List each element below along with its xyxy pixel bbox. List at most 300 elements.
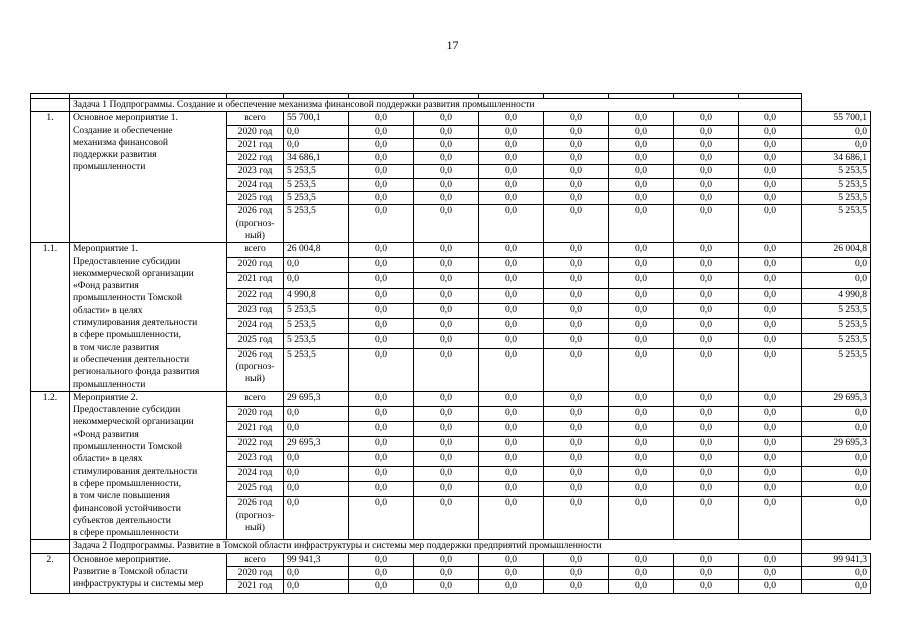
value-cell: 0,0 xyxy=(544,333,609,348)
value-cell: 5 253,5 xyxy=(284,178,349,191)
year-cell: 2025 год xyxy=(227,482,284,497)
value-cell: 0,0 xyxy=(739,303,802,318)
value-cell: 0,0 xyxy=(479,178,544,191)
value-cell: 0,0 xyxy=(284,273,349,288)
value-cell: 0,0 xyxy=(802,497,871,540)
year-cell: 2020 год xyxy=(227,566,284,579)
year-cell: 2024 год xyxy=(227,318,284,333)
measure-name-line: Основное мероприятие. xyxy=(73,553,171,565)
value-cell: 0,0 xyxy=(674,303,739,318)
value-cell: 0,0 xyxy=(349,406,414,421)
value-cell: 29 695,3 xyxy=(284,391,349,406)
value-cell: 0,0 xyxy=(414,437,479,452)
value-cell: 0,0 xyxy=(739,125,802,138)
value-cell: 0,0 xyxy=(349,553,414,566)
year-cell: 2021 год xyxy=(227,273,284,288)
measure-name-line: Основное мероприятие 1. xyxy=(73,112,178,124)
measure-name-line: «Фонд развития xyxy=(73,280,139,292)
measure-name-line: Мероприятие 1. xyxy=(73,243,138,255)
value-cell: 0,0 xyxy=(739,333,802,348)
value-cell: 0,0 xyxy=(479,273,544,288)
value-cell: 0,0 xyxy=(349,580,414,593)
value-cell: 0,0 xyxy=(802,273,871,288)
value-cell: 0,0 xyxy=(349,165,414,178)
measure-name-line: Предоставление субсидии xyxy=(73,404,181,416)
value-cell: 0,0 xyxy=(739,152,802,165)
value-cell: 5 253,5 xyxy=(284,192,349,205)
value-cell: 0,0 xyxy=(609,178,674,191)
measure-name-line: области» в целях xyxy=(73,453,143,465)
task-title: Задача 1 Подпрограммы. Создание и обеспечение механизма финансовой поддержки развития промышленности xyxy=(70,99,802,112)
value-cell: 0,0 xyxy=(349,482,414,497)
value-cell: 0,0 xyxy=(414,566,479,579)
value-cell: 0,0 xyxy=(349,437,414,452)
value-cell: 0,0 xyxy=(479,205,544,243)
value-cell: 0,0 xyxy=(414,273,479,288)
value-cell: 0,0 xyxy=(674,437,739,452)
value-cell: 0,0 xyxy=(544,165,609,178)
value-cell: 0,0 xyxy=(674,482,739,497)
value-cell: 0,0 xyxy=(609,125,674,138)
value-cell: 0,0 xyxy=(479,497,544,540)
measure-name-line: в сфере промышленности, xyxy=(73,477,182,489)
value-cell: 0,0 xyxy=(674,391,739,406)
year-cell: 2022 год xyxy=(227,152,284,165)
year-cell: 2021 год xyxy=(227,421,284,436)
value-cell: 0,0 xyxy=(802,125,871,138)
measure-name-line: области» в целях xyxy=(73,304,143,316)
value-cell: 0,0 xyxy=(802,580,871,593)
value-cell: 55 700,1 xyxy=(802,112,871,125)
measure-name-line: стимулирования деятельности xyxy=(73,465,198,477)
measure-name-line: регионального фонда развития xyxy=(73,366,200,378)
row-number: 1.1. xyxy=(31,243,70,392)
value-cell: 0,0 xyxy=(414,482,479,497)
value-cell: 0,0 xyxy=(739,406,802,421)
value-cell: 0,0 xyxy=(349,452,414,467)
table-row xyxy=(31,553,871,566)
measure-name-line: некоммерческой организации xyxy=(73,416,194,428)
value-cell: 0,0 xyxy=(739,205,802,243)
value-cell: 0,0 xyxy=(479,482,544,497)
year-cell: 2025 год xyxy=(227,333,284,348)
value-cell: 0,0 xyxy=(414,243,479,258)
value-cell: 5 253,5 xyxy=(284,348,349,391)
value-cell: 0,0 xyxy=(544,348,609,391)
value-cell: 0,0 xyxy=(609,318,674,333)
year-cell: 2023 год xyxy=(227,452,284,467)
measure-name xyxy=(70,553,227,593)
value-cell: 0,0 xyxy=(414,497,479,540)
value-cell: 0,0 xyxy=(544,192,609,205)
value-cell: 0,0 xyxy=(414,125,479,138)
value-cell: 0,0 xyxy=(674,152,739,165)
value-cell: 0,0 xyxy=(349,333,414,348)
value-cell: 0,0 xyxy=(609,258,674,273)
year-cell: 2024 год xyxy=(227,178,284,191)
value-cell: 0,0 xyxy=(414,138,479,151)
value-cell: 0,0 xyxy=(284,497,349,540)
task-number-cell xyxy=(31,99,70,112)
table-row xyxy=(31,391,871,406)
value-cell: 0,0 xyxy=(479,318,544,333)
row-number: 2. xyxy=(31,553,70,593)
value-cell: 0,0 xyxy=(479,421,544,436)
measure-name xyxy=(70,243,227,392)
value-cell: 0,0 xyxy=(414,467,479,482)
value-cell: 5 253,5 xyxy=(284,165,349,178)
value-cell: 0,0 xyxy=(479,152,544,165)
value-cell: 0,0 xyxy=(544,452,609,467)
value-cell: 0,0 xyxy=(739,467,802,482)
value-cell: 5 253,5 xyxy=(802,318,871,333)
value-cell: 0,0 xyxy=(802,258,871,273)
value-cell: 0,0 xyxy=(414,258,479,273)
value-cell: 0,0 xyxy=(674,258,739,273)
year-cell: 2021 год xyxy=(227,580,284,593)
value-cell: 0,0 xyxy=(349,421,414,436)
value-cell: 0,0 xyxy=(739,112,802,125)
value-cell: 0,0 xyxy=(544,258,609,273)
value-cell: 0,0 xyxy=(609,138,674,151)
value-cell: 0,0 xyxy=(479,467,544,482)
value-cell: 0,0 xyxy=(674,178,739,191)
value-cell: 5 253,5 xyxy=(802,303,871,318)
value-cell: 0,0 xyxy=(674,566,739,579)
year-cell: 2024 год xyxy=(227,467,284,482)
value-cell: 0,0 xyxy=(349,152,414,165)
value-cell: 5 253,5 xyxy=(284,303,349,318)
value-cell: 5 253,5 xyxy=(284,333,349,348)
value-cell: 0,0 xyxy=(802,421,871,436)
value-cell: 0,0 xyxy=(479,288,544,303)
measure-name-line: промышленности xyxy=(73,161,146,173)
value-cell: 0,0 xyxy=(739,348,802,391)
value-cell: 0,0 xyxy=(544,437,609,452)
value-cell: 0,0 xyxy=(414,303,479,318)
measure-name-line: промышленности Томской xyxy=(73,441,182,453)
measure-name-line: финансовой устойчивости xyxy=(73,502,181,514)
value-cell: 0,0 xyxy=(739,318,802,333)
year-cell: 2022 год xyxy=(227,437,284,452)
value-cell: 0,0 xyxy=(609,152,674,165)
value-cell: 5 253,5 xyxy=(802,165,871,178)
value-cell: 0,0 xyxy=(414,391,479,406)
value-cell: 0,0 xyxy=(674,348,739,391)
value-cell: 4 990,8 xyxy=(284,288,349,303)
value-cell: 0,0 xyxy=(674,205,739,243)
value-cell: 55 700,1 xyxy=(284,112,349,125)
value-cell: 0,0 xyxy=(349,566,414,579)
budget-table xyxy=(30,93,871,594)
value-cell: 0,0 xyxy=(479,437,544,452)
value-cell: 0,0 xyxy=(414,165,479,178)
value-cell: 0,0 xyxy=(674,452,739,467)
value-cell: 0,0 xyxy=(802,138,871,151)
year-cell: всего xyxy=(227,112,284,125)
value-cell: 0,0 xyxy=(544,580,609,593)
value-cell: 0,0 xyxy=(284,421,349,436)
value-cell: 0,0 xyxy=(349,138,414,151)
value-cell: 5 253,5 xyxy=(802,192,871,205)
value-cell: 0,0 xyxy=(349,467,414,482)
value-cell: 0,0 xyxy=(674,125,739,138)
year-cell: 2026 год (прогноз-ный) xyxy=(227,497,284,540)
value-cell: 0,0 xyxy=(739,178,802,191)
measure-name-line: в сфере промышленности xyxy=(73,527,179,539)
value-cell: 34 686,1 xyxy=(802,152,871,165)
value-cell: 0,0 xyxy=(739,273,802,288)
value-cell: 0,0 xyxy=(609,303,674,318)
value-cell: 0,0 xyxy=(479,391,544,406)
value-cell: 0,0 xyxy=(544,205,609,243)
value-cell: 0,0 xyxy=(609,580,674,593)
value-cell: 0,0 xyxy=(609,243,674,258)
value-cell: 0,0 xyxy=(284,406,349,421)
value-cell: 0,0 xyxy=(674,497,739,540)
measure-name-line: в сфере промышленности, xyxy=(73,329,182,341)
value-cell: 0,0 xyxy=(284,125,349,138)
table-row xyxy=(31,112,871,125)
value-cell: 5 253,5 xyxy=(802,178,871,191)
value-cell: 0,0 xyxy=(609,391,674,406)
value-cell: 0,0 xyxy=(544,178,609,191)
value-cell: 5 253,5 xyxy=(802,333,871,348)
value-cell: 0,0 xyxy=(802,467,871,482)
year-cell: 2022 год xyxy=(227,288,284,303)
value-cell: 0,0 xyxy=(414,452,479,467)
value-cell: 0,0 xyxy=(739,452,802,467)
measure-name-line: инфраструктуры и системы мер xyxy=(73,578,204,590)
value-cell: 0,0 xyxy=(674,273,739,288)
value-cell: 26 004,8 xyxy=(284,243,349,258)
value-cell: 0,0 xyxy=(414,152,479,165)
year-cell: всего xyxy=(227,553,284,566)
year-cell: 2020 год xyxy=(227,258,284,273)
value-cell: 0,0 xyxy=(479,192,544,205)
year-cell: 2020 год xyxy=(227,125,284,138)
value-cell: 0,0 xyxy=(674,112,739,125)
value-cell: 0,0 xyxy=(739,482,802,497)
value-cell: 0,0 xyxy=(479,406,544,421)
value-cell: 0,0 xyxy=(544,112,609,125)
value-cell: 0,0 xyxy=(739,566,802,579)
value-cell: 0,0 xyxy=(609,482,674,497)
value-cell: 0,0 xyxy=(544,303,609,318)
value-cell: 0,0 xyxy=(414,580,479,593)
task-row-2 xyxy=(31,540,871,553)
value-cell: 0,0 xyxy=(349,258,414,273)
measure-name-line: поддержки развития xyxy=(73,149,157,161)
value-cell: 5 253,5 xyxy=(802,348,871,391)
row-number: 1.2. xyxy=(31,391,70,540)
value-cell: 0,0 xyxy=(544,125,609,138)
year-cell: 2025 год xyxy=(227,192,284,205)
value-cell: 0,0 xyxy=(609,288,674,303)
measure-name-line: промышленности Томской xyxy=(73,292,182,304)
value-cell: 0,0 xyxy=(739,192,802,205)
value-cell: 0,0 xyxy=(479,553,544,566)
measure-name-line: «Фонд развития xyxy=(73,428,139,440)
value-cell: 0,0 xyxy=(349,125,414,138)
value-cell: 0,0 xyxy=(284,452,349,467)
value-cell: 0,0 xyxy=(739,553,802,566)
value-cell: 0,0 xyxy=(674,192,739,205)
value-cell: 0,0 xyxy=(414,112,479,125)
value-cell: 0,0 xyxy=(544,243,609,258)
value-cell: 0,0 xyxy=(609,205,674,243)
value-cell: 0,0 xyxy=(544,391,609,406)
value-cell: 0,0 xyxy=(349,178,414,191)
value-cell: 0,0 xyxy=(674,243,739,258)
measure-name-line: Мероприятие 2. xyxy=(73,391,138,403)
measure-name-line: стимулирования деятельности xyxy=(73,317,198,329)
value-cell: 0,0 xyxy=(284,467,349,482)
value-cell: 99 941,3 xyxy=(284,553,349,566)
measure-name-line: промышленности xyxy=(73,378,146,390)
value-cell: 0,0 xyxy=(609,421,674,436)
value-cell: 0,0 xyxy=(349,497,414,540)
value-cell: 0,0 xyxy=(739,391,802,406)
value-cell: 0,0 xyxy=(284,138,349,151)
value-cell: 0,0 xyxy=(802,566,871,579)
value-cell: 0,0 xyxy=(674,553,739,566)
measure-name-line: и обеспечения деятельности xyxy=(73,353,190,365)
value-cell: 0,0 xyxy=(739,580,802,593)
value-cell: 0,0 xyxy=(479,258,544,273)
value-cell: 0,0 xyxy=(544,553,609,566)
value-cell: 0,0 xyxy=(544,421,609,436)
value-cell: 0,0 xyxy=(349,303,414,318)
value-cell: 0,0 xyxy=(479,452,544,467)
measure-name xyxy=(70,112,227,243)
value-cell: 0,0 xyxy=(674,165,739,178)
value-cell: 0,0 xyxy=(479,333,544,348)
value-cell: 0,0 xyxy=(739,138,802,151)
value-cell: 0,0 xyxy=(609,165,674,178)
value-cell: 0,0 xyxy=(349,391,414,406)
value-cell: 5 253,5 xyxy=(802,205,871,243)
value-cell: 0,0 xyxy=(739,437,802,452)
value-cell: 0,0 xyxy=(349,348,414,391)
value-cell: 0,0 xyxy=(414,178,479,191)
value-cell: 0,0 xyxy=(414,553,479,566)
value-cell: 0,0 xyxy=(544,138,609,151)
value-cell: 29 695,3 xyxy=(284,437,349,452)
value-cell: 0,0 xyxy=(284,580,349,593)
value-cell: 0,0 xyxy=(414,333,479,348)
value-cell: 0,0 xyxy=(479,243,544,258)
table-row xyxy=(31,243,871,258)
value-cell: 0,0 xyxy=(479,348,544,391)
value-cell: 34 686,1 xyxy=(284,152,349,165)
value-cell: 0,0 xyxy=(739,165,802,178)
value-cell: 0,0 xyxy=(479,303,544,318)
value-cell: 0,0 xyxy=(414,421,479,436)
year-cell: 2021 год xyxy=(227,138,284,151)
value-cell: 0,0 xyxy=(609,553,674,566)
value-cell: 0,0 xyxy=(544,406,609,421)
value-cell: 0,0 xyxy=(609,566,674,579)
value-cell: 26 004,8 xyxy=(802,243,871,258)
value-cell: 5 253,5 xyxy=(284,205,349,243)
value-cell: 0,0 xyxy=(349,112,414,125)
value-cell: 0,0 xyxy=(544,482,609,497)
value-cell: 0,0 xyxy=(544,497,609,540)
value-cell: 0,0 xyxy=(284,258,349,273)
value-cell: 0,0 xyxy=(349,288,414,303)
value-cell: 0,0 xyxy=(544,566,609,579)
page-number: 17 xyxy=(446,38,459,52)
value-cell: 0,0 xyxy=(674,333,739,348)
year-cell: 2023 год xyxy=(227,165,284,178)
value-cell: 0,0 xyxy=(609,406,674,421)
value-cell: 0,0 xyxy=(349,205,414,243)
value-cell: 0,0 xyxy=(674,288,739,303)
value-cell: 0,0 xyxy=(544,288,609,303)
value-cell: 29 695,3 xyxy=(802,391,871,406)
value-cell: 0,0 xyxy=(544,318,609,333)
value-cell: 0,0 xyxy=(479,125,544,138)
value-cell: 0,0 xyxy=(609,192,674,205)
value-cell: 0,0 xyxy=(609,348,674,391)
task-number-cell xyxy=(31,540,70,553)
measure-name-line: Развитие в Томской области xyxy=(73,565,188,577)
year-cell: 2026 год (прогноз-ный) xyxy=(227,348,284,391)
value-cell: 0,0 xyxy=(609,112,674,125)
value-cell: 0,0 xyxy=(674,421,739,436)
measure-name-line: Создание и обеспечение xyxy=(73,124,173,136)
year-cell: 2020 год xyxy=(227,406,284,421)
value-cell: 0,0 xyxy=(609,497,674,540)
value-cell: 0,0 xyxy=(284,482,349,497)
value-cell: 0,0 xyxy=(414,205,479,243)
measure-name-line: в том числе развития xyxy=(73,341,159,353)
value-cell: 0,0 xyxy=(479,580,544,593)
task-row-1 xyxy=(31,99,871,112)
value-cell: 0,0 xyxy=(674,406,739,421)
value-cell: 0,0 xyxy=(674,138,739,151)
value-cell: 0,0 xyxy=(609,467,674,482)
value-cell: 0,0 xyxy=(802,452,871,467)
measure-name-line: некоммерческой организации xyxy=(73,267,194,279)
task-title: Задача 2 Подпрограммы. Развитие в Томской области инфраструктуры и системы мер поддержки предприятий промышленности xyxy=(70,540,802,553)
measure-name-line: Предоставление субсидии xyxy=(73,255,181,267)
value-cell: 0,0 xyxy=(349,243,414,258)
value-cell: 0,0 xyxy=(739,421,802,436)
year-cell: 2023 год xyxy=(227,303,284,318)
year-cell: 2026 год (прогноз-ный) xyxy=(227,205,284,243)
value-cell: 29 695,3 xyxy=(802,437,871,452)
year-cell: всего xyxy=(227,391,284,406)
value-cell: 0,0 xyxy=(544,273,609,288)
value-cell: 0,0 xyxy=(544,152,609,165)
value-cell: 0,0 xyxy=(739,288,802,303)
value-cell: 0,0 xyxy=(609,333,674,348)
value-cell: 0,0 xyxy=(802,482,871,497)
value-cell: 0,0 xyxy=(414,348,479,391)
value-cell: 0,0 xyxy=(609,452,674,467)
value-cell: 0,0 xyxy=(802,406,871,421)
value-cell: 4 990,8 xyxy=(802,288,871,303)
value-cell: 0,0 xyxy=(284,566,349,579)
value-cell: 5 253,5 xyxy=(284,318,349,333)
value-cell: 0,0 xyxy=(739,497,802,540)
value-cell: 0,0 xyxy=(479,138,544,151)
value-cell: 0,0 xyxy=(479,165,544,178)
value-cell: 0,0 xyxy=(674,580,739,593)
measure-name-line: в том числе повышения xyxy=(73,490,170,502)
